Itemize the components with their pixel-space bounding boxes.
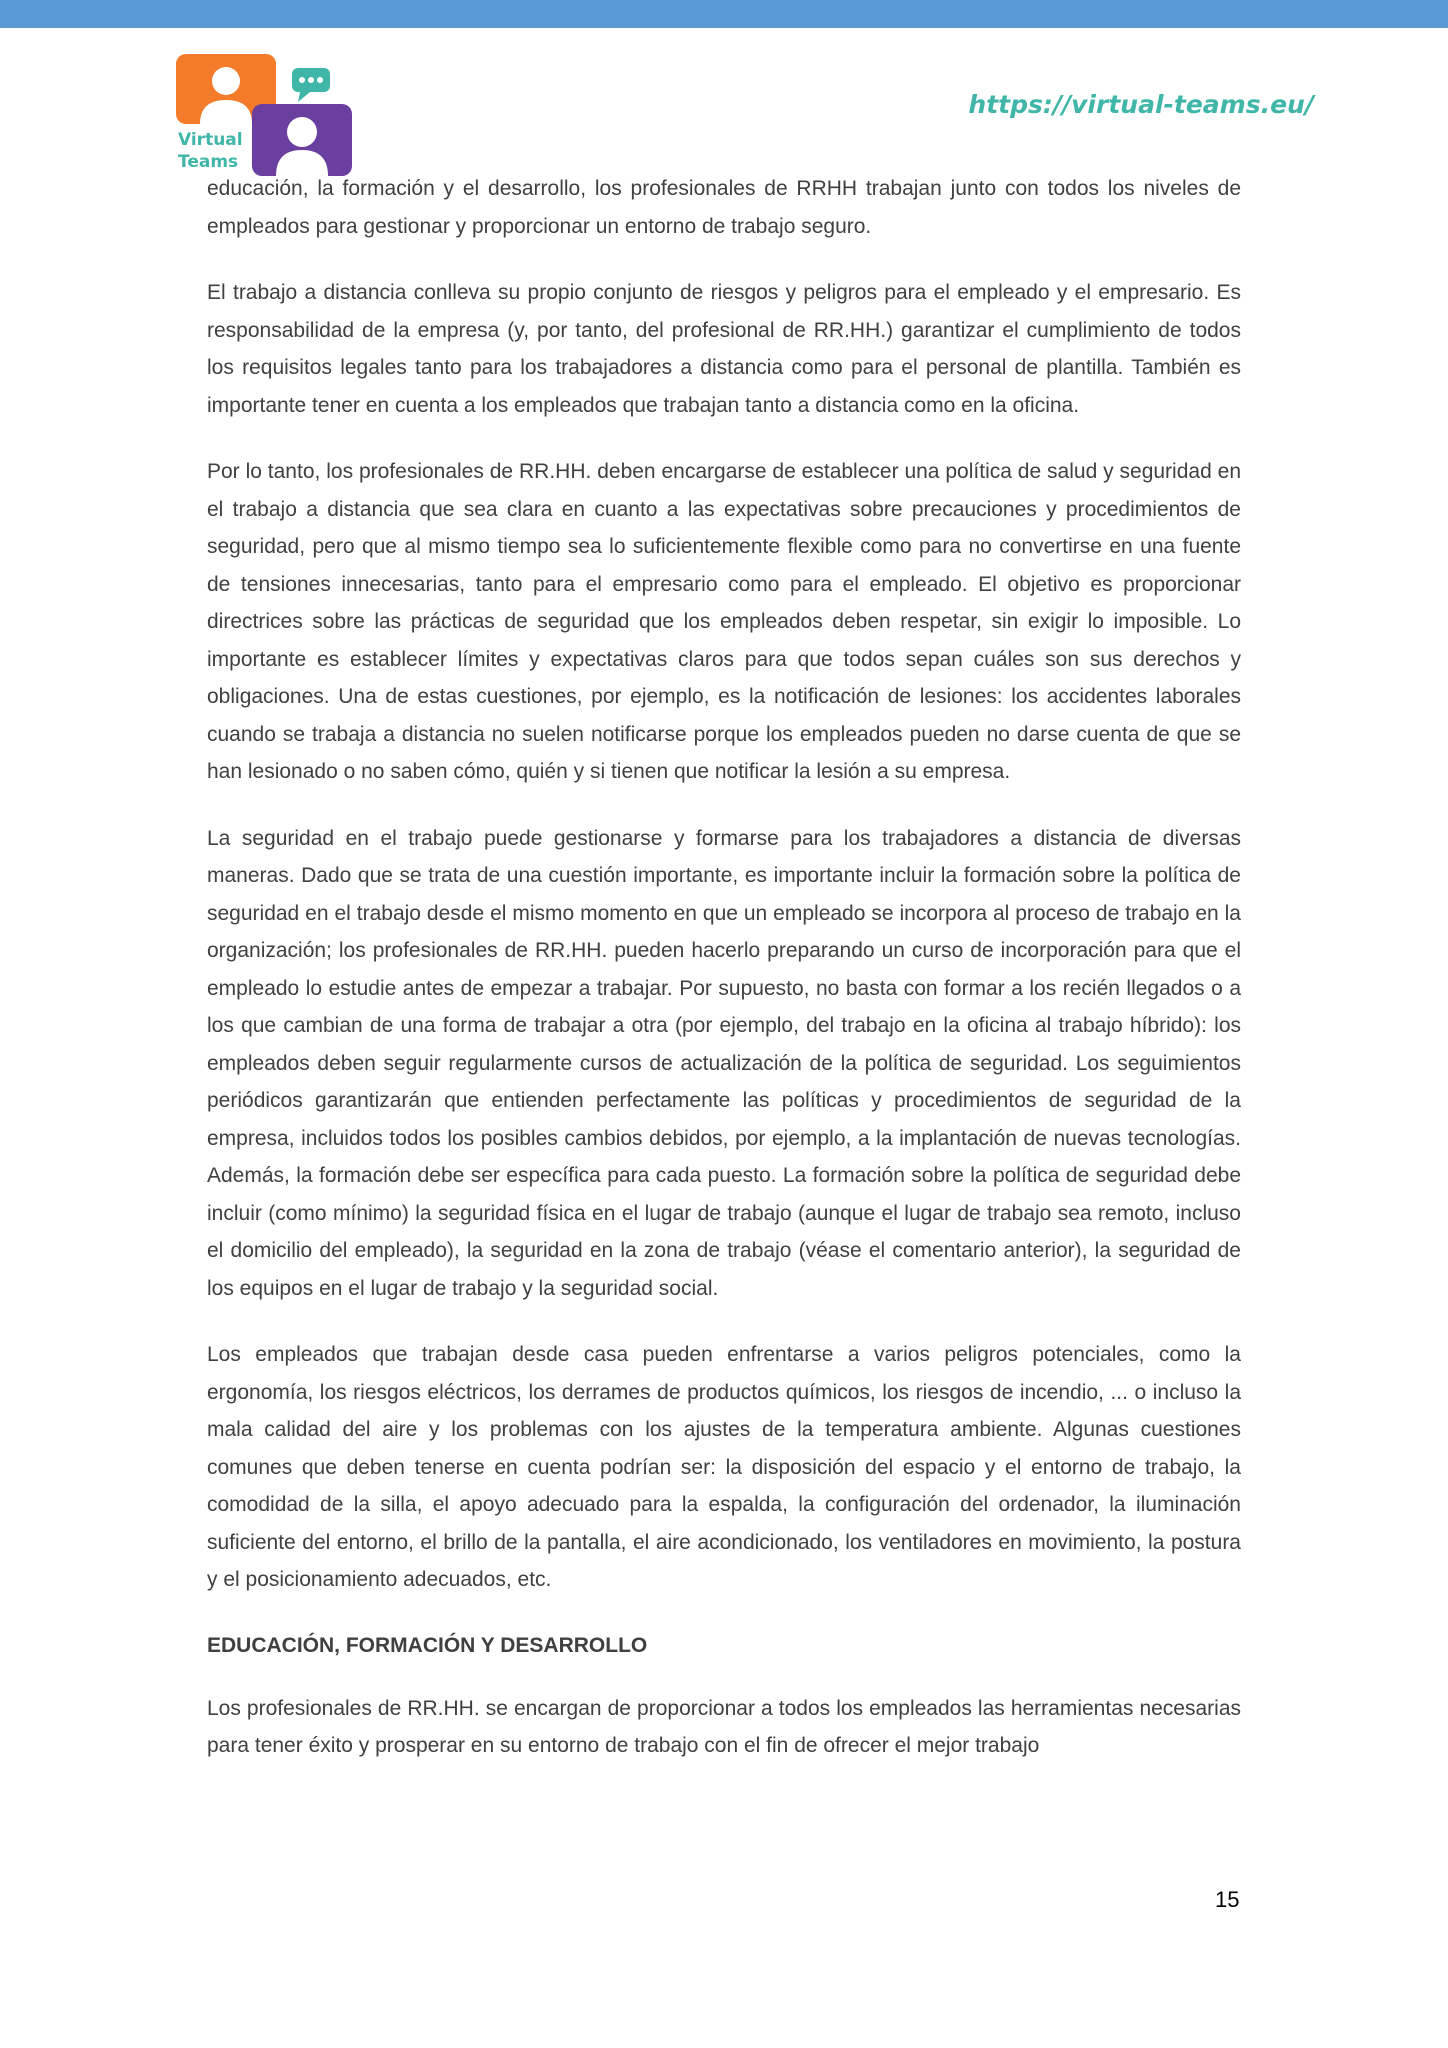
logo-word-teams: Teams — [178, 152, 239, 172]
top-color-bar — [0, 0, 1448, 28]
virtual-teams-logo — [176, 52, 356, 176]
paragraph-5: Los empleados que trabajan desde casa pueden enfrentarse a varios peligros potenciales, como la ergonomía, los riesgos eléctricos, los derrames de productos químicos, los riesgos de incendio, ... o incluso la mala calidad del aire y los problemas con los ajustes de la temperatura ambiente. Algunas cuestiones comunes que deben tenerse en cuenta podrían ser: la disposición del espacio y el entorno de trabajo, la comodidad de la silla, el apoyo adecuado para la espalda, la configuración del ordenador, la iluminación suficiente del entorno, el brillo de la pantalla, el aire acondicionado, los ventiladores en movimiento, la postura y el posicionamiento adecuados, etc. — [207, 1343, 1241, 1591]
paragraph-6: Los profesionales de RR.HH. se encargan de proporcionar a todos los empleados las herramientas necesarias para tener éxito y prosperar en su entorno de trabajo con el fin de ofrecer el mejor trabajo — [207, 1696, 1241, 1757]
logo-wordmark — [178, 129, 243, 173]
document-body — [207, 170, 1241, 1794]
section-heading: EDUCACIÓN, FORMACIÓN Y DESARROLLO — [207, 1633, 648, 1657]
paragraph-4: La seguridad en el trabajo puede gestionarse y formarse para los trabajadores a distancia de diversas maneras. Dado que se trata de una cuestión importante, es importante incluir la formación sobre la política de seguridad en el trabajo desde el mismo momento en que un empleado se incorpora al proceso de trabajo en la organización; los profesionales de RR.HH. pueden hacerlo preparando un curso de incorporación para que el empleado lo estudie antes de empezar a trabajar. Por supuesto, no basta con formar a los recién llegados o a los que cambian de una forma de trabajar a otra (por ejemplo, del trabajo en la oficina al trabajo híbrido): los empleados deben seguir regularmente cursos de actualización de la política de seguridad. Los seguimientos periódicos garantizarán que entienden perfectamente las políticas y procedimientos de seguridad de la empresa, incluidos todos los posibles cambios debidos, por ejemplo, a la implantación de nuevas tecnologías. Además, la formación debe ser específica para cada puesto. La formación sobre la política de seguridad debe incluir (como mínimo) la seguridad física en el lugar de trabajo (aunque el lugar de trabajo sea remoto, incluso el domicilio del empleado), la seguridad en la zona de trabajo (véase el comentario anterior), la seguridad de los equipos en el lugar de trabajo y la seguridad social. — [207, 826, 1241, 1300]
site-url-link[interactable]: https://virtual-teams.eu/ — [968, 90, 1314, 119]
page-number: 15 — [1215, 1887, 1240, 1912]
paragraph-1: educación, la formación y el desarrollo, los profesionales de RRHH trabajan junto con todos los niveles de empleados para gestionar y proporcionar un entorno de trabajo seguro. — [207, 177, 1241, 238]
logo-word-virtual: Virtual — [178, 130, 243, 150]
paragraph-3: Por lo tanto, los profesionales de RR.HH. deben encargarse de establecer una política de salud y seguridad en el trabajo a distancia que sea clara en cuanto a las expectativas sobre precauciones y procedimientos de seguridad, pero que al mismo tiempo sea lo suficientemente flexible como para no convertirse en una fuente de tensiones innecesarias, tanto para el empresario como para el empleado. El objetivo es proporcionar directrices sobre las prácticas de seguridad que los empleados deben respetar, sin exigir lo imposible. Lo importante es establecer límites y expectativas claros para que todos sepan cuáles son sus derechos y obligaciones. Una de estas cuestiones, por ejemplo, es la notificación de lesiones: los accidentes laborales cuando se trabaja a distancia no suelen notificarse porque los empleados pueden no darse cuenta de que se han lesionado o no saben cómo, quién y si tienen que notificar la lesión a su empresa. — [207, 460, 1241, 783]
paragraph-2: El trabajo a distancia conlleva su propio conjunto de riesgos y peligros para el empleado y el empresario. Es responsabilidad de la empresa (y, por tanto, del profesional de RR.HH.) garantizar el cumplimiento de todos los requisitos legales tanto para los trabajadores a distancia como para el personal de plantilla. También es importante tener en cuenta a los empleados que trabajan tanto a distancia como en la oficina. — [207, 281, 1241, 417]
